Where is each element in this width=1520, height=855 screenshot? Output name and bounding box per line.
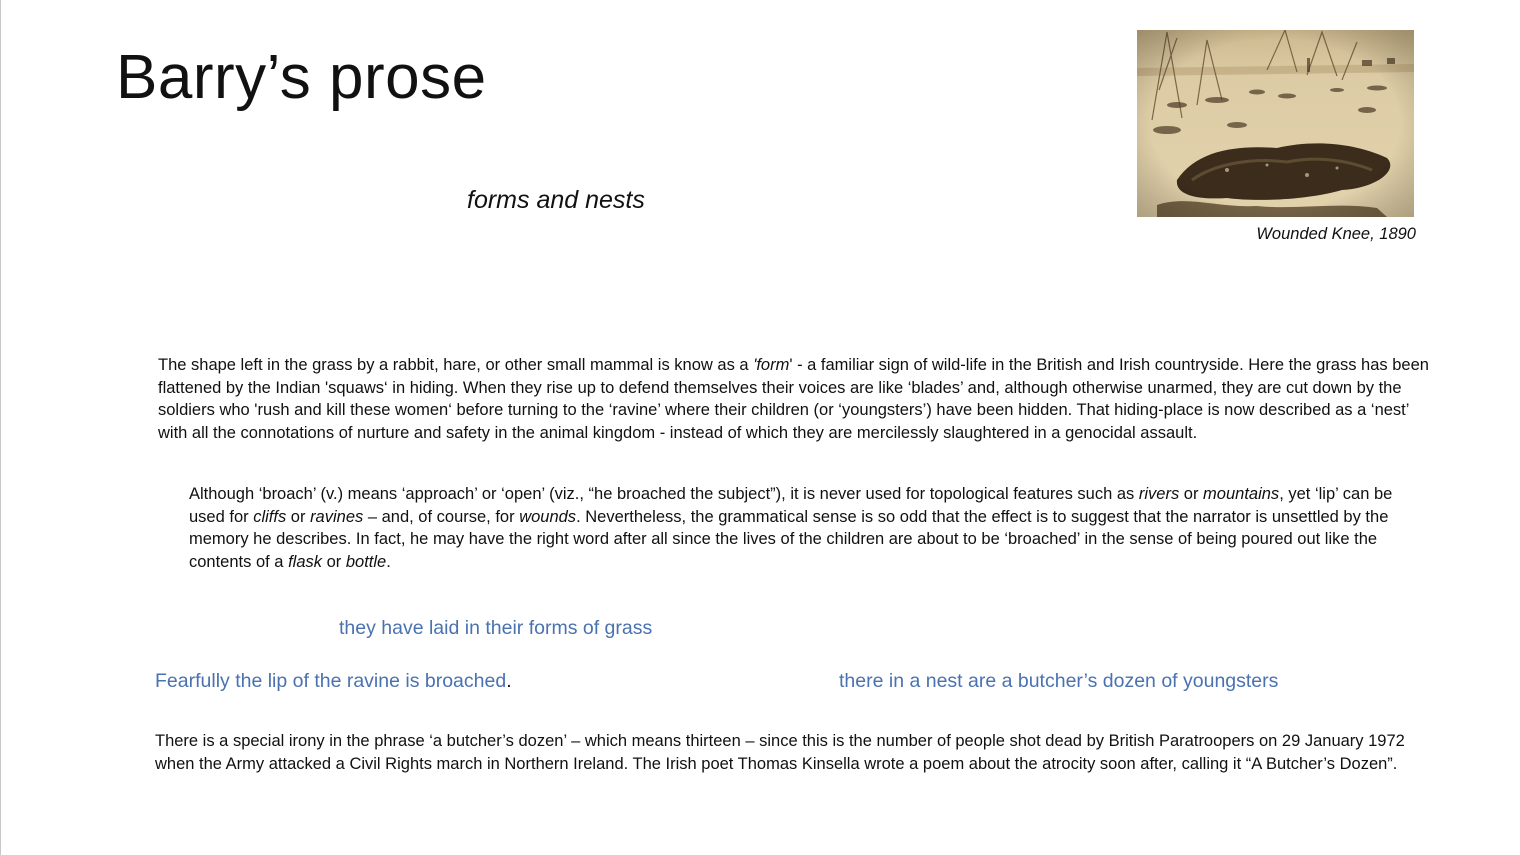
quote-forms-of-grass: they have laid in their forms of grass	[339, 617, 653, 639]
slide-title: Barry’s prose	[116, 43, 487, 112]
wounded-knee-photo	[1137, 30, 1414, 217]
photo-caption: Wounded Knee, 1890	[1256, 225, 1416, 243]
quote-butchers-dozen: there in a nest are a butcher’s dozen of youngsters	[839, 670, 1279, 692]
paragraph-forms: The shape left in the grass by a rabbit, hare, or other small mammal is know as a 'form' - a familiar sign of wild-life in the British and Irish countryside. Here the grass has been flattened by the Indian 'squaws‘ in hiding. When they rise up to defend themselves their voices are like ‘blades’ and, although otherwise unarmed, they are cut down by the soldiers who 'rush and kill these women‘ before turning to the ‘ravine’ where their children (or ‘youngsters’) have been hidden. That hiding-place is now described as a ‘nest’ with all the connotations of nurture and safety in the animal kingdom - instead of which they are mercilessly slaughtered in a genocidal assault.	[158, 356, 1429, 443]
slide-subtitle: forms and nests	[467, 186, 645, 214]
slide-edge	[0, 0, 1, 855]
paragraph-butchers-dozen: There is a special irony in the phrase ‘a butcher’s dozen’ – which means thirteen – since this is the number of people shot dead by British Paratroopers on 29 January 1972 when the Army attacked a Civil Rights march in Northern Ireland. The Irish poet Thomas Kinsella wrote a poem about the atrocity soon after, calling it “A Butcher’s Dozen”.	[155, 732, 1405, 773]
quote-lip-of-ravine: Fearfully the lip of the ravine is broached.	[155, 670, 512, 692]
paragraph-broach: Although ‘broach’ (v.) means ‘approach’ or ‘open’ (viz., “he broached the subject”), it is never used for topological features such as rivers or mountains, yet ‘lip’ can be used for cliffs or ravines – and, of course, for wounds. Nevertheless, the grammatical sense is so odd that the effect is to suggest that the narrator is unsettled by the memory he describes. In fact, he may have the right word after all since the lives of the children are about to be ‘broached’ in the sense of being poured out like the contents of a flask or bottle.	[189, 485, 1393, 572]
